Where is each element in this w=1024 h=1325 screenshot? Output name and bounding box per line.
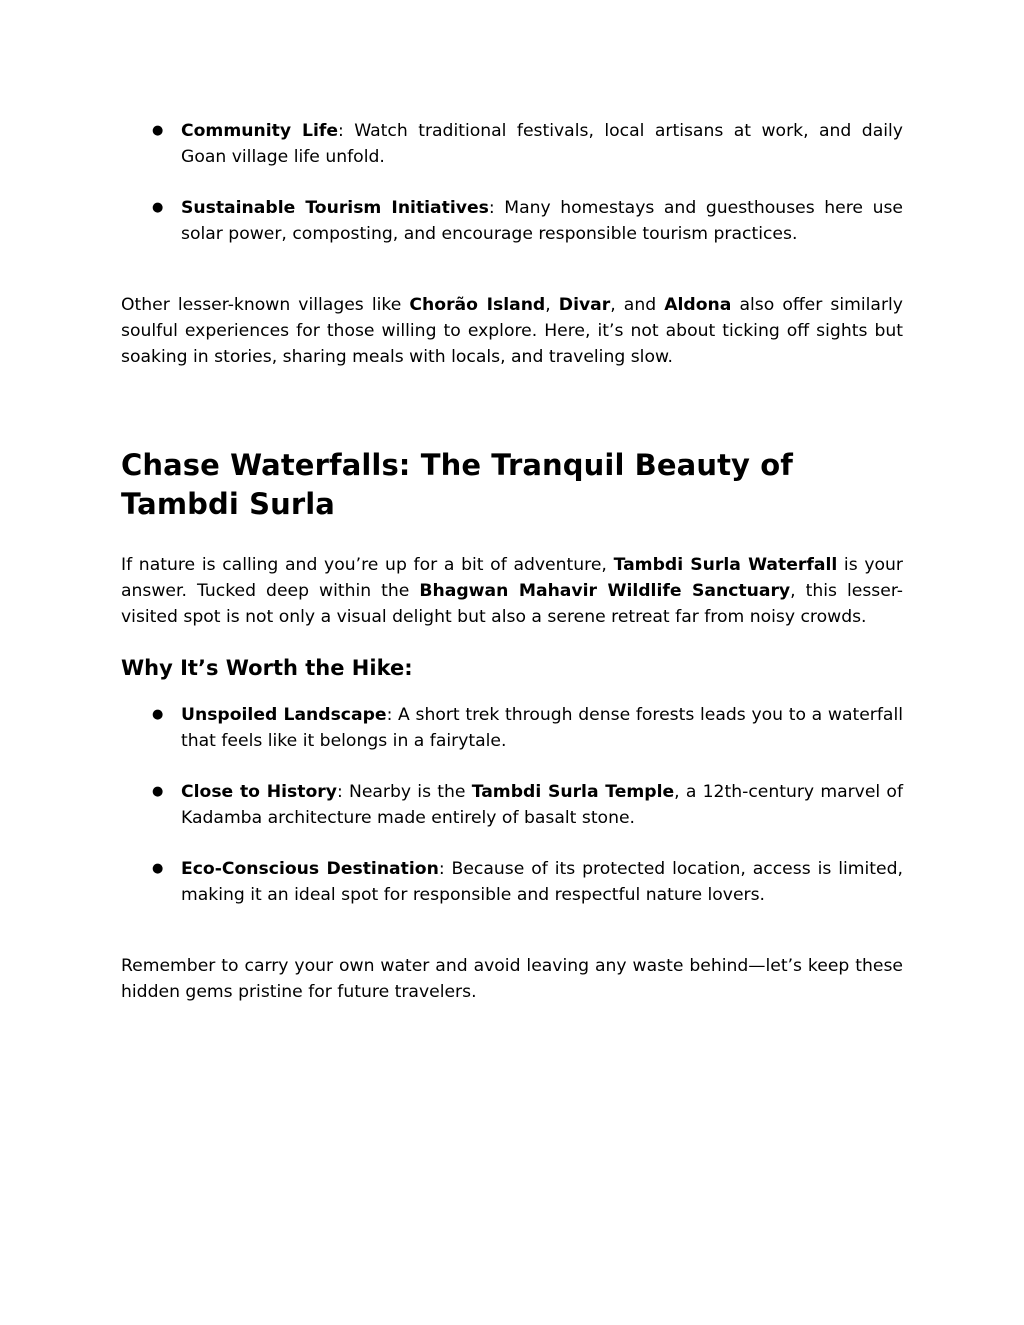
list-item: [121, 195, 903, 247]
text-run: If nature is calling and you’re up for a bit of adventure,: [121, 555, 614, 575]
bullet-icon: ●: [152, 861, 164, 876]
text-run: , and: [610, 295, 665, 315]
subheading: Why It’s Worth the Hike:: [121, 656, 413, 680]
section-heading: Chase Waterfalls: The Tranquil Beauty of Tambdi Surla: [121, 448, 793, 521]
list-item-text: : Because of its protected location, access is limited, making it an ideal spot for responsible and respectful nature lovers.: [181, 859, 903, 905]
bullet-icon: ●: [152, 200, 164, 215]
list-item: [121, 856, 903, 908]
intro-paragraph: [121, 552, 903, 630]
text-run: , this lesser-visited spot is not only a visual delight but also a serene retreat far from noisy crowds.: [121, 581, 903, 627]
list-item-term: Close to History: [181, 782, 337, 802]
text-run: ,: [545, 295, 559, 315]
list-item-term: Community Life: [181, 121, 338, 141]
text-run: is your answer. Tucked deep within the: [121, 555, 904, 601]
list-item-term: Eco-Conscious Destination: [181, 859, 439, 879]
list-item-term: Unspoiled Landscape: [181, 705, 387, 725]
text-run: Other lesser-known villages like: [121, 295, 410, 315]
document-page: [121, 118, 903, 1005]
waterfall-name: Tambdi Surla Waterfall: [613, 555, 838, 575]
list-item-separator: :: [337, 121, 355, 141]
bullet-icon: ●: [152, 123, 164, 138]
list-item-text: Many homestays and guesthouses here use solar power, composting, and encourage responsible tourism practices.: [181, 198, 903, 244]
village-aldona: Aldona: [664, 295, 732, 315]
list-item-separator: :: [488, 198, 505, 218]
hike-reasons-list: [121, 702, 903, 908]
closing-paragraph: Remember to carry your own water and avoid leaving any waste behind—let’s keep these hidden gems pristine for future travelers.: [121, 956, 903, 1002]
list-item-text: , a 12th-century marvel of Kadamba architecture made entirely of basalt stone.: [181, 782, 903, 828]
text-run: also offer similarly soulful experiences for those willing to explore. Here, it’s not about ticking off sights but soaking in stories, sharing meals with locals, and traveling slow.: [121, 295, 903, 367]
temple-name: Tambdi Surla Temple: [471, 782, 675, 802]
sanctuary-name: Bhagwan Mahavir Wildlife Sanctuary: [419, 581, 791, 601]
village-divar: Divar: [558, 295, 611, 315]
village-chorao: Chorão Island: [409, 295, 546, 315]
list-item: [121, 702, 903, 754]
bullet-icon: ●: [152, 707, 164, 722]
list-item-term: Sustainable Tourism Initiatives: [181, 198, 489, 218]
list-item-text: : A short trek through dense forests leads you to a waterfall that feels like it belongs in a fairytale.: [181, 705, 904, 751]
list-item: [121, 118, 903, 170]
bullet-icon: ●: [152, 784, 164, 799]
feature-list: [121, 118, 903, 247]
list-item-text: : Nearby is the: [336, 782, 472, 802]
list-item-text: Watch traditional festivals, local artisans at work, and daily Goan village life unfold.: [181, 121, 903, 167]
list-item: [121, 779, 903, 831]
other-villages-paragraph: [121, 292, 903, 370]
